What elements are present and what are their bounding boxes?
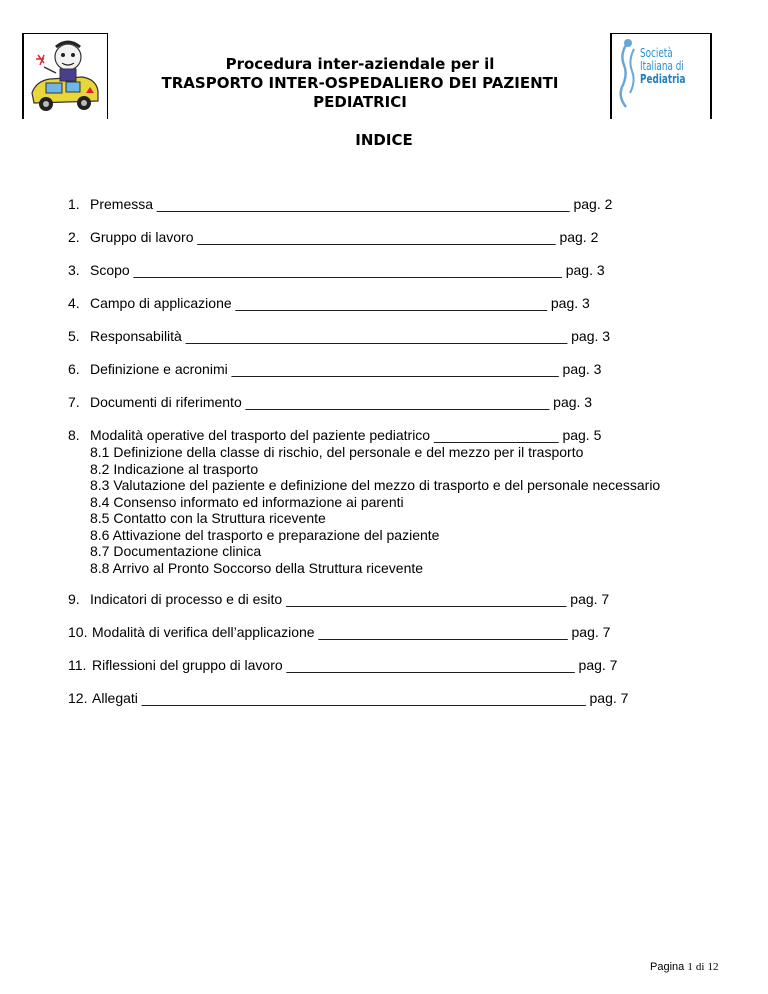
toc-subentry: 8.5 Contatto con la Struttura ricevente [90, 510, 326, 526]
toc-entry-number: 10. [68, 624, 88, 640]
toc-subentry: 8.2 Indicazione al trasporto [90, 460, 259, 477]
toc-entry-text: Indicatori di processo e di esito ____________________________________ pag. 7 [90, 591, 610, 607]
toc-entry [68, 262, 605, 279]
toc-entry-number: 7. [68, 394, 80, 410]
toc-entry [68, 229, 598, 246]
toc-entry [68, 591, 609, 608]
toc-entry-text: Allegati _________________________________________________________ pag. 7 [92, 690, 629, 706]
header-border-top-right [610, 33, 712, 34]
toc-subentry: 8.8 Arrivo al Pronto Soccorso della Struttura ricevente [90, 559, 424, 576]
sip-logo-line3: Pediatria [640, 72, 686, 86]
toc-entry [68, 394, 592, 411]
toc-entry-text: Documenti di riferimento _______________________________________ pag. 3 [90, 394, 593, 410]
footer-page-number: 1 [687, 961, 693, 973]
title-line-3: PEDIATRICI [313, 93, 407, 111]
toc-entry-text: Scopo _______________________________________________________ pag. 3 [90, 262, 605, 278]
toc-entry-number: 8. [68, 427, 80, 443]
header-divider-left [107, 33, 108, 119]
page-footer [650, 961, 719, 973]
toc-entry [68, 196, 612, 213]
sip-logo-line2: Italiana di [640, 59, 684, 73]
toc-entry [68, 690, 628, 707]
toc-subentry: 8.1 Definizione della classe di rischio, del personale e del mezzo per il trasporto [90, 444, 584, 460]
toc-entry-text: Responsabilità _________________________________________________ pag. 3 [90, 328, 611, 344]
toc-entry-number: 4. [68, 295, 80, 311]
toc-entry-text: Gruppo di lavoro ______________________________________________ pag. 2 [90, 229, 599, 245]
toc-subentry: 8.4 Consenso informato ed informazione ai parenti [90, 493, 404, 510]
title-line-2: TRASPORTO INTER-OSPEDALIERO DEI PAZIENTI [161, 74, 559, 92]
toc-entry-text: Campo di applicazione ________________________________________ pag. 3 [90, 295, 590, 311]
cartoon-ambulance-logo-icon [26, 35, 104, 117]
toc-entry-number: 9. [68, 591, 80, 607]
document-header [22, 33, 712, 119]
footer-label: Pagina [650, 961, 685, 973]
toc-entry-text: Definizione e acronimi __________________________________________ pag. 3 [90, 361, 602, 377]
header-divider-right [610, 33, 612, 119]
title-line-1: Procedura inter-aziendale per il [225, 55, 495, 73]
toc-entry-number: 5. [68, 328, 80, 344]
toc-entry-number: 1. [68, 196, 80, 212]
toc-entry [68, 657, 617, 674]
toc-entry [68, 624, 610, 641]
toc-entry-number: 12. [68, 690, 88, 706]
footer-of: di [695, 961, 705, 973]
toc-subentry: 8.6 Attivazione del trasporto e preparazione del paziente [90, 526, 440, 543]
index-heading: INDICE [355, 131, 413, 149]
toc-entry [68, 361, 601, 378]
sip-logo-line1: Società [640, 46, 673, 60]
toc-subentry: 8.7 Documentazione clinica [90, 543, 262, 559]
toc-entry-text: Modalità di verifica dell’applicazione ________________________________ pag. 7 [92, 624, 611, 640]
header-border-left [22, 33, 24, 119]
header-border-top-left [22, 33, 107, 34]
toc-entry [68, 295, 590, 312]
toc-entry-number: 11. [68, 657, 87, 673]
sip-logo [614, 35, 708, 115]
footer-total-pages: 12 [707, 961, 719, 973]
toc-entry-number: 2. [68, 229, 80, 245]
toc-entry [68, 328, 610, 345]
toc-subentry: 8.3 Valutazione del paziente e definizione del mezzo di trasporto e del personale necessario [90, 477, 661, 493]
toc-entry [68, 427, 601, 444]
toc-entry-number: 6. [68, 361, 80, 377]
document-title [112, 55, 608, 112]
toc-entry-text: Riflessioni del gruppo di lavoro _____________________________________ pag. 7 [92, 657, 618, 673]
header-border-right [710, 33, 712, 119]
toc-entry-text: Modalità operative del trasporto del paziente pediatrico ________________ pag. 5 [90, 427, 602, 443]
toc-entry-number: 3. [68, 262, 80, 278]
toc-entry-text: Premessa _____________________________________________________ pag. 2 [90, 196, 613, 212]
